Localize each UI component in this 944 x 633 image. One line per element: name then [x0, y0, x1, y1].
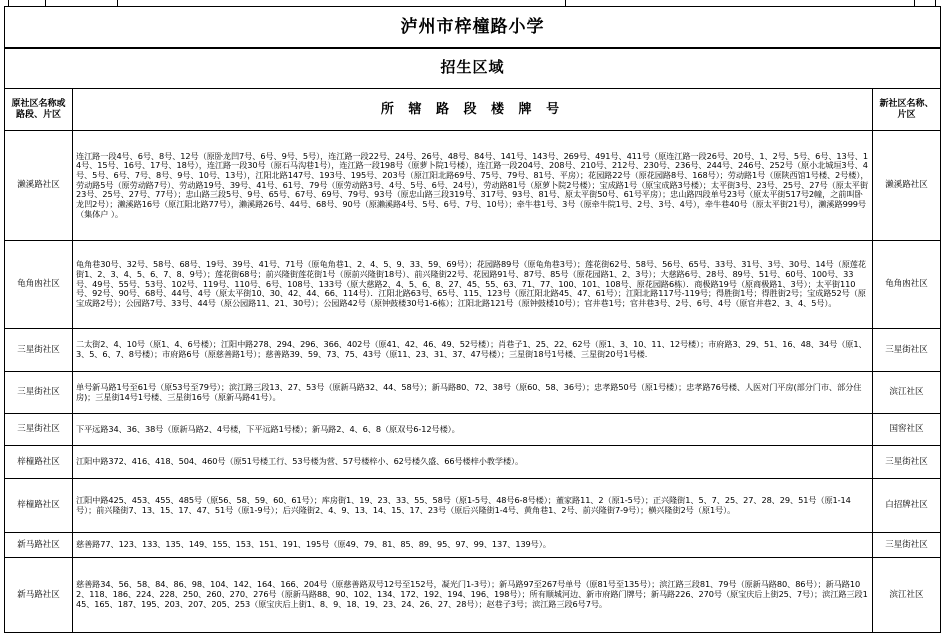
table-row: [5, 241, 941, 329]
cell-new-community: 三星街社区: [873, 533, 941, 558]
page-subtitle: 招生区域: [5, 48, 941, 89]
cell-road-detail: 慈善路77、123、133、135、149、155、153、151、191、195号（原49、79、81、85、89、95、97、99、137、139号）。: [73, 533, 873, 558]
cell-old-community: 龟角凼社区: [5, 241, 73, 329]
table-row: [5, 414, 941, 446]
cell-old-community: 梓橦路社区: [5, 479, 73, 533]
cell-old-community: 新马路社区: [5, 558, 73, 633]
header-old-community: 原社区名称或路段、片区: [5, 89, 73, 131]
table-row: [5, 329, 941, 372]
cell-new-community: 龟角凼社区: [873, 241, 941, 329]
cell-old-community: 三星街社区: [5, 329, 73, 372]
cell-road-detail: 连江路一段4号、6号、8号、12号（原卧龙凹7号、6号、9号、5号），连江路一段22号、24号、26号、48号、84号、141号、143号、269号、491号、411号（原连江路一段26号、20号、1、2号、5号、6号、13号、14号、15号、16号、17号、18号），连江路一段30号（原石马沟巷1号），连江路一段198号（原萝卜院1号楼），连江路一段204号、208号、210号、212号、230号、236号、244号、246号、252号（原小北城垣3号、4号、5号、6号、7号、8号、9号、10号、13号），江阳北路147号、193号、195号、203号（原江阳北路69号、75号、79号、81号、平房）；花园路22号（原花园路8号、168号）；劳动路1号（原陕西馆1号楼、2号楼），劳动路5号（原劳动路7号）、劳动路19号、39号、41号、61号、79号（原劳动路3号、4号、5号、6号、24号），劳动路81号（原萝卜院2号楼）；宝成路1号（原宝成路3号楼）；太平街3号、23号、25号、27号（原太平街23号、25号、27号、77号）；忠山路三段5号、9号、65号、67号、69号、79号、93号（原忠山路三段319号、317号、93号、81号、原太平街50号、61号平房）；忠山路四段单号23号（原太平街517号2幢，之前叫卧龙凹2号）；濑溪路16号（原江阳北路77号），濑溪路26号、44号、68号、90号（原濑溪路4号、5号、6号、7号、10号）；牵牛巷1号、3号（原牵牛院1号、2号、3号、4号），牵牛巷40号（原太平街21号），濑溪路999号（集体户 ）。: [73, 131, 873, 241]
cell-road-detail: 龟角巷30号、32号、58号、68号、19号、39号、41号、71号（原龟角巷1、2、4、5、9、33、59、69号）；花园路89号（原龟角巷3号）；莲花街62号、58号、56号、65号、33号、31号、3号、30号、14号（原莲花街1、2、3、4、5、6、7、8、9号）；莲花街68号；前兴隆街莲花街1号（原前兴隆街18号）、前兴隆街22号、花园路91号、87号、85号（原花园路1、2、3号）；大慈路6号、28号、89号、51号、60号、100号、33号、49号、55号、53号、102号、119号、110号、6号、108号、133号（原大慈路2、4、5、6、8、27、45、55、63、71、77、100、101、108号、原花园路6栋）．商极路19号（原商极路1、3号）；太平街110号、92号、90号、68号、44号、4号（原太平街10、30、42、44、66、114号）．江阳北路63号、65号、115、123号（原江阳北路45、47、61号）；江阳北路117号-119号；得胜街1号；得胜街2号；宝成路52号（原宝成路2号）；公园路7号、33号、44号（原公园路11、21、30号）；公园路42号（原钟鼓楼30号1-6栋）；江阳北路121号（原钟鼓楼10号）；官井巷1号；官井巷3号、2号、6号、4号（原官井巷2、3、4、5号）。: [73, 241, 873, 329]
table-row: [5, 131, 941, 241]
strip-divider: [117, 0, 118, 6]
cell-road-detail: 江阳中路372、416、418、504、460号（原51号楼工行、53号楼为营、57号楼梓小、62号楼久盛、66号楼梓小教学楼）。: [73, 446, 873, 479]
page-title: 泸州市梓橦路小学: [5, 7, 941, 48]
table-row: [5, 446, 941, 479]
cell-new-community: 濑溪路社区: [873, 131, 941, 241]
header-new-community: 新社区名称、片区: [873, 89, 941, 131]
strip-divider: [565, 0, 566, 6]
cell-old-community: 濑溪路社区: [5, 131, 73, 241]
cell-old-community: 梓橦路社区: [5, 446, 73, 479]
cell-road-detail: 二太街2、4、10号（原1、4、6号楼）；江阳中路278、294、296、366、402号（原41、42、46、49、52号楼）；肖巷子1、25、22、62号（原1、3、10、11、12号楼）；市府路3、29、51、16、48、34号（原1、3、5、6、7、8号楼）；市府路6号（原慈善路1号）；慈善路39、59、73、75、43号（原11、23、31、37、47号楼）；三星街18号1号楼、三星街20号1号楼.: [73, 329, 873, 372]
strip-divider: [45, 0, 46, 6]
cell-new-community: 滨江社区: [873, 558, 941, 633]
cell-old-community: 三星街社区: [5, 414, 73, 446]
cell-new-community: 三星街社区: [873, 329, 941, 372]
table-row: [5, 558, 941, 633]
title-row: [5, 7, 941, 48]
header-road-section: 所 辖 路 段 楼 牌 号: [73, 89, 873, 131]
top-partial-table-strip: [8, 0, 936, 6]
cell-road-detail: 下平远路34、36、38号（原新马路2、4号楼，下平远路1号楼）；新马路2、4、6、8（原双号6-12号楼）。: [73, 414, 873, 446]
cell-new-community: 滨江社区: [873, 372, 941, 414]
cell-new-community: 白招牌社区: [873, 479, 941, 533]
cell-old-community: 新马路社区: [5, 533, 73, 558]
cell-new-community: 国窖社区: [873, 414, 941, 446]
table-header-row: [5, 89, 941, 131]
table-row: [5, 479, 941, 533]
cell-road-detail: 江阳中路425、453、455、485号（原56、58、59、60、61号）；库房街1、19、23、33、55、58号（原1-5号、48号6-8号楼）；董家路11、2（原1-5号）；正兴隆街1、5、7、25、27、28、29、51号（原1-14号）；前兴隆街7、13、15、17、47、51号（原1-9号）；后兴隆街2、4、9、13、14、15、17、23号（原后兴隆街1-4号、黄角巷1、2号、前兴隆街7-9号）；横兴隆街2号（原1号）。: [73, 479, 873, 533]
enrollment-zone-table: [4, 6, 941, 633]
cell-road-detail: 慈善路34、56、58、84、86、98、104、142、164、166、204号（原慈善路双号12号至152号，凝光门1-3号）；新马路97至267号单号（原81号至135号）；滨江路三段81、79号（原新马路80、86号）；新马路102、118、186、224、228、250、260、270、276号（原新马路88、90、102、134、172、192、194、196、198号）；所有顺城河边、新市府路门牌号；新马路226、270号（原宝庆后上街25、7号）；滨江路三段145、165、187、195、203、207、205、253（原宝庆后上街1、8、9、18、19、23、24、26、27、28号）；赵巷子3号；滨江路三段6号7号。: [73, 558, 873, 633]
table-row: [5, 533, 941, 558]
subtitle-row: [5, 48, 941, 89]
cell-old-community: 三星街社区: [5, 372, 73, 414]
table-row: [5, 372, 941, 414]
cell-road-detail: 单号新马路1号至61号（原53号至79号）；滨江路三段13、27、53号（原新马路32、44、58号）；新马路80、72、38号（原60、58、36号）；忠孝路50号（原1号楼）；忠孝路76号楼、人医对门平房(部分门市、部分住房)；三星街14号1号楼、三星街16号（原新马路41号）。: [73, 372, 873, 414]
cell-new-community: 三星街社区: [873, 446, 941, 479]
strip-divider: [914, 0, 915, 6]
